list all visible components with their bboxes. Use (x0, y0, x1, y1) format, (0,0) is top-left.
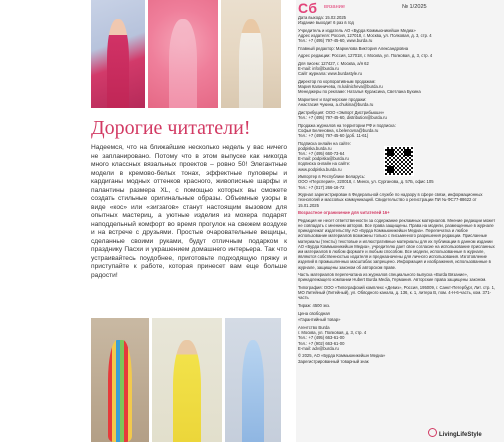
photo-striped-cardigan (91, 318, 149, 442)
photo-pink-knit-texture (148, 0, 218, 108)
editorial-title: Дорогие читатели! (91, 117, 251, 139)
imprint-circulation: Тираж: 4500 экз. (298, 303, 331, 308)
imprint-printing: Типография: ООО «Типографский комплекс «Девиз», Россия, 195009, г. Санкт-Петербург, Лит. стр. 1, МО Литейный (Литейный), ул. Обводного канала, д. 136, к. 1, литера В, пом. 4-Н-6-часть, ком. 371-часть (298, 285, 496, 301)
imprint-price-note: «Гарантийный товар» (298, 317, 341, 323)
imprint-ads: Директор по корпоративным продажам: Мария Калиничева, m.kalinicheva@burda.ru Менеджеры по рекламе: Наталья Кураксина, Светлана Бухина (298, 78, 421, 95)
imprint-founder: Учредитель и издатель АО «Бурда Коммьюникейшн Медиа» Адрес издателя: Россия, 127018, г. Москва, ул. Полковая, д. 3, стр. 4 Тел.: +7 (495) 797-45-60, www.burda.ru (298, 27, 432, 44)
imprint-editor: Главный редактор: Маркелова Виктория Александровна (298, 45, 409, 51)
partner-logo-icon (428, 428, 437, 437)
issue-number: № 1/2025 (402, 4, 427, 10)
imprint-dates: Дата выхода: 15.02.2025 Издание выходит 6 раз в год (298, 15, 354, 26)
imprint-copyright: Часть материалов перепечатана из журналов специального выпуска «Burda Вязание», принадлежащего компании Hubert Burda Media, Германия. Авторские права защищены законом. (298, 272, 487, 283)
imprint-price: Цена свободная (298, 310, 330, 316)
imprint-mail: Для писем: 127427, г. Москва, а/я 62 E-mail: info@burda.ru Сайт журнала: www.burdastyle.ru (298, 60, 369, 77)
imprint-marketing: Маркетинг и партнерские продажи: Анастасия Чукина, a.chukina@burda.ru (298, 96, 374, 108)
imprint-age: Возрастное ограничение для читателей 16+ (298, 210, 390, 216)
imprint-editorial-address: Адрес редакции: Россия, 127018, г. Москва, ул. Полковая, д. 3, стр. 4 (298, 53, 433, 59)
imprint-text (298, 15, 498, 365)
imprint-footer: © 2025, АО «Бурда Коммьюникейшн Медиа» Зарегистрированный товарный знак (298, 353, 386, 364)
photo-pink-sweater (91, 0, 145, 108)
partner-logo-text: LivingLifeStyle (439, 432, 482, 438)
imprint-license: Журнал зарегистрирован в Федеральной службе по надзору в сфере связи, информационных технологий и массовых коммуникаций. Свидетельство о регистрации ПИ № ФС77-88622 от 15.01.2025 (298, 192, 483, 208)
top-photo-strip (91, 0, 281, 108)
photo-blue-sweater (225, 318, 281, 442)
partner-logo (428, 428, 482, 438)
bottom-photo-strip (91, 318, 281, 442)
imprint-retail: Продажа журналов на территории РФ и подписка: Софья Беленовна, s.belenovna@burda.ru Тел.: +7 (495) 797-45-60 (доб. 11-61) (298, 122, 396, 138)
imprint-agency: Агентство Burda г. Москва, ул. Полковая, д. 3, стр. 4 Тел.: +7 (495) 663-61-00 Тел.: +7 (902) 663-61-00 E-mail: adv@burda.ru (298, 324, 367, 351)
imprint-belarus: Импортер в Республике Беларусь: ООО «Персперия», 220018, г. Минск, ул. Сурганова, д. 57Б, офис 105 Тел.: +7 (017) 266-16-72 (298, 174, 434, 190)
magazine-logo: Сб (298, 0, 318, 16)
magazine-logo-subtitle: вязание (324, 4, 345, 10)
imprint-rights: Редакция не несет ответственности за содержание рекламных материалов. Мнение редакции может не совпадать с мнением авторов. Все права защищены. Права на модели, размещенные в журнале принадлежат издательству АО «Бурда Коммьюникейшн Медиа». Перепечатка и любое использование материалов возможны только с письменного разрешения редакции. Присланные материалы (тексты) текстовые и иллюстративные материалы для их публикации в данном издании АО «Бурда Коммьюникейшн Медиа», учредителю дает свое согласие на использование присланных им материалов в любом формате и любым способом. Все модели, использованные в журнале, являются собственностью издателя и предназначены для личного использования. Изготовление изделий в промышленных масштабах запрещено. Информация и изображения, использованные в журнале, защищены законом об авторском праве. (298, 217, 496, 270)
qr-code-icon[interactable] (384, 146, 414, 176)
imprint-subscription: Подписка онлайн на сайте: podpiska.burda.ru Тел.: +7 (495) 660-73-64 E-mail: podpiska@burda.ru подписка онлайн на сайте: www.podpiska.burda.ru (298, 140, 351, 172)
editorial-body: Надеемся, что на ближайшие несколько недель у вас ничего не запланировано. Потому что в этом выпуске как никогда много классных вязальных проектов – ровно 50! Элегантные модели в кремово-белых тонах, эффектные пуловеры и кардиганы модных оттенков красного, живописные шарфы и палантины размера XL, с помощью которых вы сможете создать стильные оригинальные образы. Объемные узоры в виде «кос» или «зигзагов» станут настоящим вызовом для опытных мастериц, а уютные изделия из мохера подарят наподдельный комфорт во время прогулок на свежем воздухе и на встрече с друзьями. Простые очаровательные вещицы, сделанные своими руками, будут отличным подарком к празднику Пасхи и украшением домашнего интерьера. Так что устраивайтесь поудобнее, приготовьте подходящую пряжу и приступайте к работе, которая принесет вам еще больше радости! (91, 144, 287, 279)
imprint-distribution: Дистрибуция: ООО «Эмпорт Дистрибьюшн» Тел.: +7 (495) 797-45-60, distribution@burda.ru (298, 109, 387, 120)
photo-cream-cardigan (221, 0, 281, 108)
photo-yellow-outfit (152, 318, 222, 442)
